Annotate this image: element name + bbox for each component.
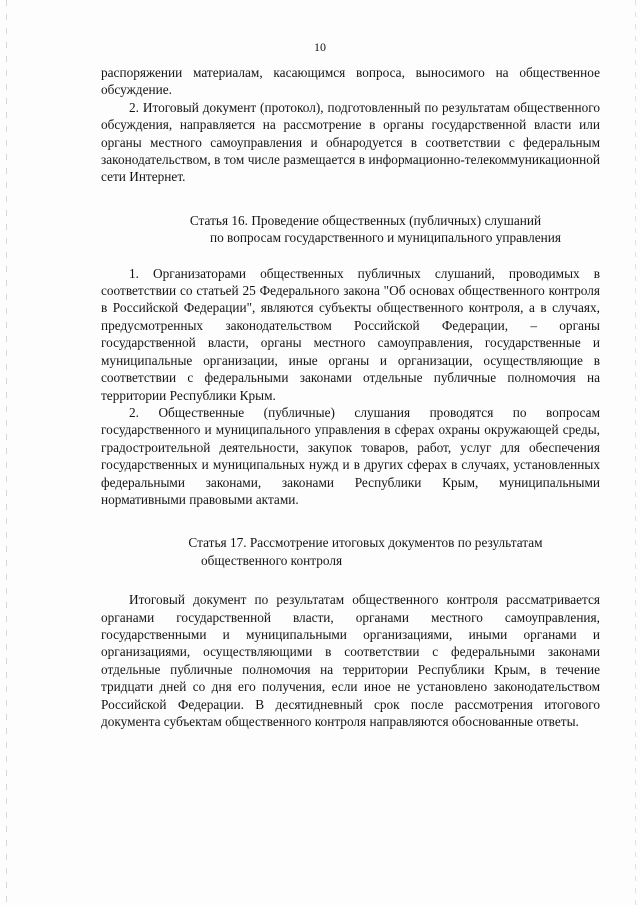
article-16-title-line2: по вопросам государственного и муниципального управления xyxy=(209,230,562,246)
article-17-title-line1: Статья 17. Рассмотрение итоговых документов по результатам xyxy=(188,535,543,551)
paragraph-review-final-documents: Итоговый документ по результатам общественного контроля рассматривается органами государственной власти, органами местного самоуправления, государственными и муниципальными организациями, иными органами и организациями, осуществляющими в соответствии с федеральными законами отдельные публичные полномочия на территории Республики Крым, в течение тридцати дней со дня его получения, если иное не установлено законодательством Российской Федерации. В десятидневный срок после рассмотрения итогового документа субъектам общественного контроля направляются обоснованные ответы. xyxy=(101,592,600,729)
scan-edge-left xyxy=(6,0,7,905)
paragraph-organizers: 1. Организаторами общественных публичных слушаний, проводимых в соответствии со статьей 25 Федерального закона "Об основах общественного контроля в Российской Федерации", являются субъекты общественного контроля, а в случаях, предусмотренных законодательством Российской Федерации, – органы государственной власти, органы местного самоуправления, государственные и муниципальные организации, иные органы и организации, осуществляющие в соответствии с федеральными законами отдельные публичные полномочия на территории Республики Крым. xyxy=(101,265,600,403)
document-body xyxy=(101,64,600,730)
article-16-heading xyxy=(101,212,600,247)
paragraph-continuation: распоряжении материалам, касающимся вопроса, выносимого на общественное обсуждение. xyxy=(101,65,600,98)
paragraph-final-document: 2. Итоговый документ (протокол), подготовленный по результатам общественного обсуждения, направляется на рассмотрение в органы государственной власти или органы местного самоуправления и обнародуется в соответствии с федеральным законодательством, в том числе размещается в информационно-телекоммуникационной сети Интернет. xyxy=(101,99,600,185)
paragraph-hearings-scope: 2. Общественные (публичные) слушания проводятся по вопросам государственного и муниципального управления в сферах охраны окружающей среды, градостроительной деятельности, закупок товаров, работ, услуг для обеспечения государственных и муниципальных нужд и в других сферах в случаях, установленных федеральными законами, законами Республики Крым, муниципальными нормативными правовыми актами. xyxy=(101,404,600,507)
article-17-title-line2: общественного контроля xyxy=(201,552,343,568)
article-17-heading xyxy=(101,534,600,569)
article-16-title-line1: Статья 16. Проведение общественных (публичных) слушаний xyxy=(189,212,542,228)
page-number: 10 xyxy=(314,40,326,54)
scan-edge-right xyxy=(635,0,636,905)
